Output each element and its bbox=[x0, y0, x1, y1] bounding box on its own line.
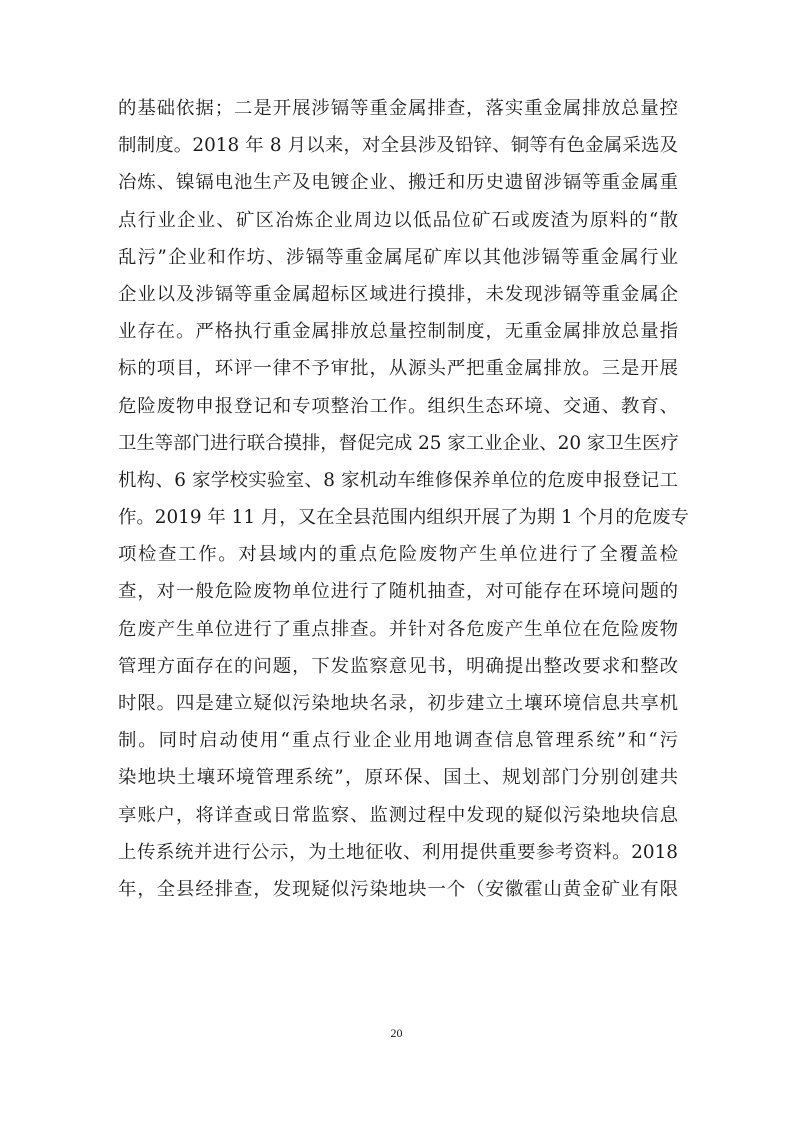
text-line: 年，全县经排查，发现疑似污染地块一个（安徽霍山黄金矿业有限 bbox=[118, 878, 678, 900]
text-line: 乱污”企业和作坊、涉镉等重金属尾矿库以其他涉镉等重金属行业 bbox=[118, 246, 678, 268]
text-line: 机构、6 家学校实验室、8 家机动车维修保养单位的危废申报登记工 bbox=[118, 469, 678, 491]
text-line: 的基础依据；二是开展涉镉等重金属排查，落实重金属排放总量控 bbox=[118, 98, 678, 119]
text-line: 管理方面存在的问题，下发监察意见书，明确提出整改要求和整改 bbox=[118, 655, 678, 677]
text-line: 业存在。严格执行重金属排放总量控制制度，无重金属排放总量指 bbox=[118, 321, 678, 343]
text-line: 冶炼、镍镉电池生产及电镀企业、搬迁和历史遗留涉镉等重金属重 bbox=[118, 172, 678, 194]
text-line: 危险废物申报登记和专项整治工作。组织生态环境、交通、教育、 bbox=[118, 395, 678, 417]
text-line: 卫生等部门进行联合摸排，督促完成 25 家工业企业、20 家卫生医疗 bbox=[118, 432, 679, 454]
text-line: 查，对一般危险废物单位进行了随机抽查，对可能存在环境问题的 bbox=[118, 581, 678, 603]
text-line: 项检查工作。对县域内的重点危险废物产生单位进行了全覆盖检 bbox=[118, 544, 678, 566]
text-line: 危废产生单位进行了重点排查。并针对各危废产生单位在危险废物 bbox=[118, 618, 678, 640]
text-line: 标的项目，环评一律不予审批，从源头严把重金属排放。三是开展 bbox=[118, 358, 678, 380]
text-line: 染地块土壤环境管理系统”，原环保、国土、规划部门分别创建共 bbox=[118, 767, 678, 789]
text-line: 上传系统并进行公示，为土地征收、利用提供重要参考资料。2018 bbox=[118, 841, 678, 863]
page-number: 20 bbox=[390, 1026, 403, 1040]
body-paragraph bbox=[118, 90, 689, 908]
text-line: 制。同时启动使用“重点行业企业用地调查信息管理系统”和“污 bbox=[118, 730, 678, 752]
text-line: 享账户，将详查或日常监察、监测过程中发现的疑似污染地块信息 bbox=[118, 804, 678, 826]
text-line: 作。2019 年 11 月，又在全县范围内组织开展了为期 1 个月的危废专 bbox=[118, 507, 689, 529]
text-line: 时限。四是建立疑似污染地块名录，初步建立土壤环境信息共享机 bbox=[118, 693, 678, 714]
text-line: 点行业企业、矿区冶炼企业周边以低品位矿石或废渣为原料的“散 bbox=[118, 209, 678, 231]
text-line: 企业以及涉镉等重金属超标区域进行摸排，未发现涉镉等重金属企 bbox=[118, 283, 678, 305]
text-line: 制制度。2018 年 8 月以来，对全县涉及铅锌、铜等有色金属采选及 bbox=[118, 135, 678, 157]
